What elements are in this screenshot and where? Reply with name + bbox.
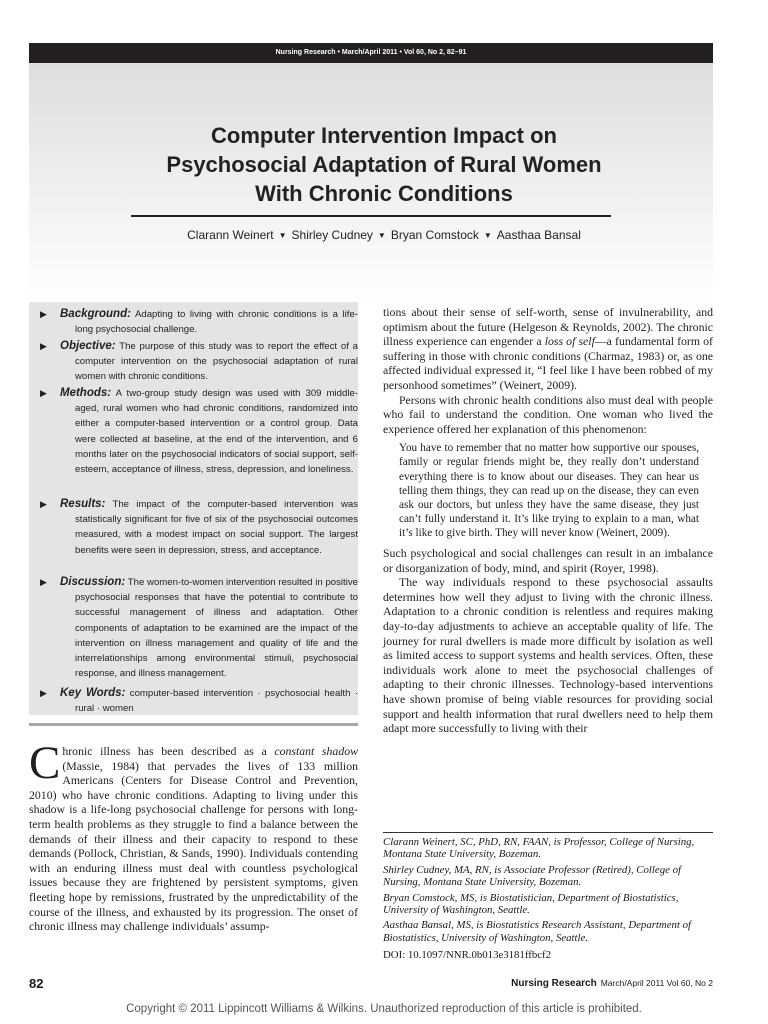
triangle-bullet-icon: ▼: [278, 231, 287, 240]
arrow-right-icon: ▶: [40, 577, 47, 587]
abstract-results: ▶ Results: The impact of the computer-based intervention was statistically significant for five of six of the psychosocial outcomes measured, with a modest impact on social support. The largest benefits were seen in depression, stress, and acceptance.: [40, 498, 358, 556]
affiliation: Shirley Cudney, MA, RN, is Associate Professor (Retired), College of Nursing, Montana State University, Bozeman.: [383, 863, 681, 889]
journal-issue: March/April 2011 Vol 60, No 2: [600, 978, 713, 988]
body-column-right: [383, 305, 713, 736]
block-quote: You have to remember that no matter how supportive our spouses, family or regular friends might be, they really don’t understand everything there is to know about our diseases. They can hear us telling them things, they can read up on the disease, they can even ask our doctors, but unless they have the same disease, they just can’t fully understand it. It’s like trying to explain to a man, what it’s like to give birth. They will never know (Weinert, 2009).: [399, 442, 699, 539]
intro-paragraph: Chronic illness has been described as a constant shadow (Massie, 1984) that pervades the lives of 133 million Americans (Centers for Disease Control and Prevention, 2010) who have chronic conditions. Adapting to living under this shadow is a life-long psychosocial challenge for persons with long-term health problems as they struggle to find a balance between the demands of their illness and their capacity to respond to these demands (Pollock, Christian, & Sands, 1990). Individuals contending with an enduring illness must deal with countless psychological issues because they are frightened by persistent symptoms, given fleeting hope by remissions, frustrated by the unpredictability of the course of the illness, and exhausted by its progression. The onset of chronic illness may challenge individuals’ assump-: [29, 737, 358, 934]
abstract-methods: ▶ Methods: A two-group study design was used with 309 middle-aged, rural women who had chronic conditions, randomized into either a computer-based intervention or a control group. Data were collected at baseline, at the end of the intervention, and 6 months later on the psychosocial indicators of social support, self-esteem, acceptance of illness, stress, depression, and loneliness.: [40, 387, 358, 476]
author-name: Shirley Cudney: [291, 228, 373, 242]
title-line: With Chronic Conditions: [255, 181, 513, 206]
author-name: Bryan Comstock: [390, 228, 479, 242]
author-list: [0, 228, 768, 242]
arrow-right-icon: ▶: [40, 499, 47, 509]
author-name: Clarann Weinert: [187, 228, 274, 242]
paragraph: tions about their sense of self-worth, sense of invulnerability, and optimism about the future (Helgeson & Reynolds, 2002). The chronic illness experience can engender a loss of self—a fundamental form of suffering in those with chronic conditions (Charmaz, 1983) or, as one affected individual expressed it, “I feel like I have been robbed of my personhood sometimes” (Weinert, 2009).: [383, 305, 713, 392]
affiliation: Clarann Weinert, SC, PhD, RN, FAAN, is Professor, College of Nursing, Montana State University, Bozeman.: [383, 836, 695, 861]
triangle-bullet-icon: ▼: [377, 231, 386, 240]
title-divider: [131, 215, 611, 217]
author-name: Aasthaa Bansal: [496, 228, 581, 242]
arrow-right-icon: ▶: [40, 341, 47, 351]
drop-cap: C: [29, 737, 61, 789]
body-column-left: [29, 737, 358, 934]
article-title: [0, 121, 768, 208]
affiliation-divider: [383, 832, 713, 833]
abstract-background: ▶ Background: Adapting to living with chronic conditions is a life-long psychosocial challenge.: [40, 308, 358, 336]
arrow-right-icon: ▶: [40, 388, 47, 398]
paragraph: The way individuals respond to these psychosocial assaults determines how well they adjust to living with the chronic illness. Adaptation to a chronic condition is relentless and requires making day-to-day adjustments to achieve an acceptable quality of life. The journey for rural dwellers is made more difficult by isolation as well as limited access to support systems and health services. Often, these individuals work alone to meet the psychosocial challenges of adapting to their chronic illnesses. Technology-based interventions have shown promise of being viable resources for providing social support and health information that rural dwellers need to help them adapt more successfully to living with their: [383, 575, 713, 736]
arrow-right-icon: ▶: [40, 309, 47, 319]
abstract-discussion: ▶ Discussion: The women-to-women intervention resulted in positive psychosocial responses that have the potential to contribute to successful management of illness and adaptation. Other components of adaptation to be examined are the impact of the intervention on illness management and quality of life and the interrelationships among environmental stimuli, psychosocial response, and illness management.: [40, 576, 358, 680]
abstract-keywords: ▶ Key Words: computer-based intervention · psychosocial health · rural · women: [40, 687, 358, 715]
abstract-divider: [29, 723, 358, 726]
doi[interactable]: DOI: 10.1097/NNR.0b013e3181ffbcf2: [383, 949, 552, 962]
paragraph: Persons with chronic health conditions also must deal with people who fail to understand the condition. One woman who lived the experience offered her explanation of this phenomenon:: [383, 392, 713, 436]
arrow-right-icon: ▶: [40, 688, 47, 698]
footer-journal: [511, 978, 713, 989]
author-affiliations: [383, 836, 713, 965]
abstract-objective: ▶ Objective: The purpose of this study was to report the effect of a computer intervention on the psychosocial adaptation of rural women with chronic conditions.: [40, 340, 358, 383]
paragraph: Such psychological and social challenges can result in an imbalance or disorganization of body, mind, and spirit (Royer, 1998).: [383, 546, 713, 575]
running-head: Nursing Research • March/April 2011 • Vol 60, No 2, 82–91: [29, 43, 713, 63]
page-number: 82: [29, 976, 44, 991]
journal-name: Nursing Research: [511, 978, 597, 989]
triangle-bullet-icon: ▼: [483, 231, 492, 240]
affiliation: Aasthaa Bansal, MS, is Biostatistics Research Assistant, Department of Biostatistics, University of Washington, Seattle.: [383, 919, 692, 944]
title-line: Computer Intervention Impact on: [211, 123, 557, 148]
affiliation: Bryan Comstock, MS, is Biostatistician, Department of Biostatistics, University of Washington, Seattle.: [383, 891, 679, 917]
copyright-notice: Copyright © 2011 Lippincott Williams & Wilkins. Unauthorized reproduction of this article is prohibited.: [126, 1003, 642, 1015]
title-line: Psychosocial Adaptation of Rural Women: [166, 152, 602, 177]
